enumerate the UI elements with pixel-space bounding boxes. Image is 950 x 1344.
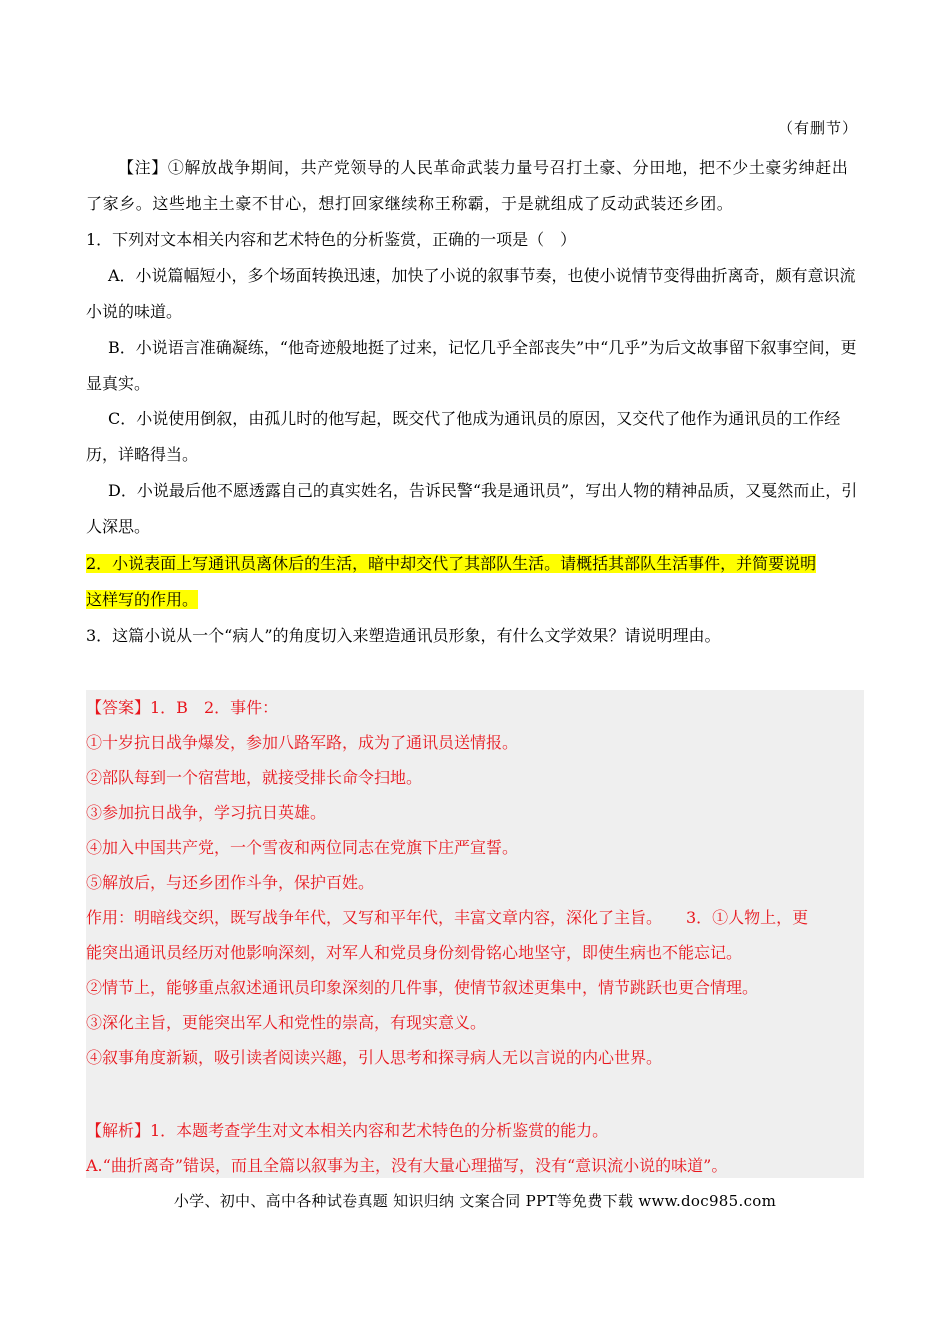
question-3: 3．这篇小说从一个“病人”的角度切入来塑造通讯员形象，有什么文学效果？请说明理由。	[86, 626, 721, 645]
annotation-text: ①解放战争期间，共产党领导的人民革命武装力量号召打土豪、分田地，把不少土豪劣绅赶出了家乡。这些地主土豪不甘心，想打回家继续称王称霸，于是就组成了反动武装还乡团。	[86, 158, 849, 213]
page-footer: 小学、初中、高中各种试卷真题 知识归纳 文案合同 PPT等免费下载 www.doc985.com	[173, 1192, 777, 1210]
question-1-option-b: B．小说语言准确凝练，“他奇迹般地挺了过来，记忆几乎全部丧失”中“几乎”为后文故事留下叙事空间，更显真实。	[86, 338, 857, 393]
question-1-stem: 1．下列对文本相关内容和艺术特色的分析鉴赏，正确的一项是（ ）	[86, 230, 577, 249]
answer-q3-point-2: ②情节上，能够重点叙述通讯员印象深刻的几件事，使情节叙述更集中，情节跳跃也更合情理。	[86, 978, 759, 997]
annotation-tag: 【注】	[118, 158, 168, 177]
answer-effect-line-1: 作用：明暗线交织，既写战争年代，又写和平年代，丰富文章内容，深化了主旨。 3．①人物上，更	[86, 908, 809, 927]
question-2	[86, 546, 864, 618]
answer-event-3: ③参加抗日战争，学习抗日英雄。	[86, 803, 327, 822]
answer-q3-point-3: ③深化主旨，更能突出军人和党性的崇高，有现实意义。	[86, 1013, 487, 1032]
question-1-option-c: C．小说使用倒叙，由孤儿时的他写起，既交代了他成为通讯员的原因，又交代了他作为通讯员的工作经历，详略得当。	[86, 409, 841, 464]
question-1-option-a: A．小说篇幅短小，多个场面转换迅速，加快了小说的叙事节奏，也使小说情节变得曲折离奇，颇有意识流小说的味道。	[86, 266, 856, 321]
answer-event-1: ①十岁抗日战争爆发，参加八路军路，成为了通讯员送情报。	[86, 733, 519, 752]
answer-effect-line-2: 能突出通讯员经历对他影响深刻，对军人和党员身份刻骨铭心地坚守，即使生病也不能忘记。	[86, 943, 743, 962]
abridged-note: （有删节）	[777, 119, 858, 137]
answer-section	[86, 690, 864, 1178]
answer-event-5: ⑤解放后，与还乡团作斗争，保护百姓。	[86, 873, 375, 892]
analysis-head: 【解析】1．本题考查学生对文本相关内容和艺术特色的分析鉴赏的能力。	[86, 1121, 609, 1140]
answer-head: 【答案】1．B 2．事件：	[86, 698, 279, 717]
question-2-line-2: 这样写的作用。	[86, 590, 199, 609]
answer-event-2: ②部队每到一个宿营地，就接受排长命令扫地。	[86, 768, 423, 787]
analysis-option-a: A.“曲折离奇”错误，而且全篇以叙事为主，没有大量心理描写，没有“意识流小说的味道”。	[86, 1156, 728, 1175]
question-2-line-1: 2．小说表面上写通讯员离休后的生活，暗中却交代了其部队生活。请概括其部队生活事件，并简要说明	[86, 554, 817, 573]
annotation-note	[86, 150, 864, 222]
answer-event-4: ④加入中国共产党，一个雪夜和两位同志在党旗下庄严宣誓。	[86, 838, 519, 857]
question-1-option-d: D．小说最后他不愿透露自己的真实姓名，告诉民警“我是通讯员”，写出人物的精神品质，又戛然而止，引人深思。	[86, 481, 858, 536]
answer-q3-point-4: ④叙事角度新颖，吸引读者阅读兴趣，引人思考和探寻病人无以言说的内心世界。	[86, 1048, 663, 1067]
